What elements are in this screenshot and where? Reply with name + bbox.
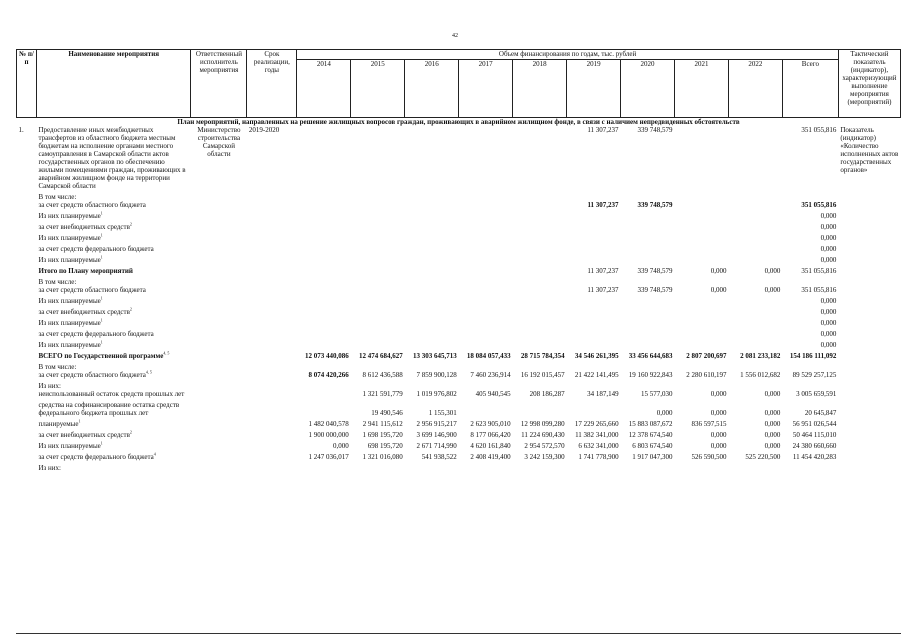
cell-value <box>567 461 621 472</box>
cell-value <box>459 231 513 242</box>
cell-value <box>351 327 405 338</box>
cell-value: 0,000 <box>764 409 781 417</box>
cell-value: 7 460 236,914 <box>470 371 511 379</box>
cell-value: 0,000 <box>764 390 781 398</box>
table-row <box>17 294 901 305</box>
cell-value <box>728 242 782 253</box>
cell-value <box>405 220 459 231</box>
cell-value: 3 242 159,300 <box>524 453 565 461</box>
row-label: Из них планируемые$^1$ <box>38 317 103 327</box>
table-row <box>17 220 901 231</box>
cell-value <box>405 253 459 264</box>
cell-value <box>297 294 351 305</box>
cell-value <box>405 316 459 327</box>
row-label: за счет средств федерального бюджета <box>38 330 154 338</box>
cell-value <box>459 275 513 294</box>
cell-value <box>567 338 621 349</box>
cell-value: 34 187,149 <box>587 390 619 398</box>
cell-value: 1 321 591,779 <box>362 390 403 398</box>
col-no: № п/п <box>17 50 37 118</box>
cell-value: 11 307,237 <box>587 286 619 294</box>
cell-value: 19 490,546 <box>371 409 403 417</box>
funding-table <box>16 49 901 472</box>
cell-value <box>728 253 782 264</box>
table-row <box>17 360 901 379</box>
cell-value <box>459 209 513 220</box>
cell-value: 154 186 111,092 <box>789 352 837 360</box>
cell-value <box>621 231 675 242</box>
cell-value: 34 546 261,395 <box>574 352 619 360</box>
cell-value <box>675 242 729 253</box>
cell-value <box>675 209 729 220</box>
cell-value: 339 748,579 <box>637 267 673 275</box>
cell-value <box>621 242 675 253</box>
cell-value: 525 220,500 <box>745 453 781 461</box>
cell-value <box>675 338 729 349</box>
cell-value: 28 715 784,354 <box>520 352 565 360</box>
cell-value: 8 074 420,266 <box>308 371 349 379</box>
cell-value: 0,000 <box>710 390 727 398</box>
row-label: за счет внебюджетных средств$^2$ <box>38 221 132 231</box>
cell-value <box>728 209 782 220</box>
cell-value <box>405 242 459 253</box>
cell-value <box>297 231 351 242</box>
cell-value <box>675 316 729 327</box>
cell-value: 1 155,301 <box>428 409 457 417</box>
table-row <box>17 231 901 242</box>
row-label: Из них планируемые$^1$ <box>38 232 103 242</box>
cell-value: 0,000 <box>656 409 673 417</box>
cell-value <box>459 253 513 264</box>
cell-value: 12 073 440,086 <box>305 352 349 360</box>
cell-value: 698 195,720 <box>367 442 403 450</box>
cell-value: 16 192 015,457 <box>520 371 565 379</box>
cell-value <box>728 231 782 242</box>
cell-value <box>351 242 405 253</box>
cell-value <box>621 461 675 472</box>
cell-value <box>459 220 513 231</box>
table-row <box>17 253 901 264</box>
cell-value: 208 186,287 <box>529 390 565 398</box>
table-row <box>17 461 901 472</box>
cell-value: 12 378 674,540 <box>628 431 673 439</box>
col-year: 2022 <box>728 60 782 118</box>
cell-value: 89 529 257,125 <box>792 371 837 379</box>
cell-value: 0,000 <box>710 409 727 417</box>
table-row <box>17 327 901 338</box>
cell-value: 1 556 012,682 <box>740 371 781 379</box>
cell-value <box>567 253 621 264</box>
col-indicator: Тактический показатель (индикатор), характеризующий выполнение мероприятия (мероприятий) <box>838 50 900 118</box>
cell-value <box>351 264 405 275</box>
cell-value: 2 954 572,570 <box>524 442 565 450</box>
cell-value <box>728 327 782 338</box>
cell-value <box>297 253 351 264</box>
cell-value <box>351 338 405 349</box>
cell-value <box>621 253 675 264</box>
cell-value: 11 454 420,283 <box>792 453 837 461</box>
cell-value <box>513 327 567 338</box>
row-label: В том числе: за счет средств областного бюджета <box>38 278 146 294</box>
cell-value: 15 577,030 <box>641 390 673 398</box>
table-row <box>17 209 901 220</box>
cell-value <box>513 316 567 327</box>
row-label: В том числе: за счет средств областного бюджета <box>38 193 146 209</box>
cell-value: 351 055,816 <box>801 267 837 275</box>
cell-value: 0,000 <box>820 256 837 264</box>
cell-value: 0,000 <box>820 245 837 253</box>
cell-value: 0,000 <box>820 212 837 220</box>
cell-value: 0,000 <box>764 286 781 294</box>
cell-value: 0,000 <box>764 267 781 275</box>
cell-value <box>728 461 782 472</box>
cell-value: 339 748,579 <box>637 286 673 294</box>
cell-value <box>621 316 675 327</box>
row-label: за счет внебюджетных средств$^2$ <box>38 429 132 439</box>
cell-value <box>567 398 621 417</box>
cell-value: 12 998 099,280 <box>520 420 565 428</box>
cell-value <box>405 327 459 338</box>
cell-value <box>405 294 459 305</box>
cell-value: 0,000 <box>710 431 727 439</box>
cell-value: 15 883 087,672 <box>628 420 673 428</box>
cell-value <box>513 220 567 231</box>
table-row <box>17 305 901 316</box>
col-executor: Ответственный исполнитель мероприятия <box>191 50 247 118</box>
col-year: Всего <box>782 60 838 118</box>
cell-value <box>621 294 675 305</box>
row-label: средства на софинансирование остатка средств федерального бюджета прошлых лет <box>38 401 180 417</box>
cell-value <box>459 338 513 349</box>
cell-value: 0,000 <box>820 319 837 327</box>
row-label: Итого по Плану мероприятий <box>38 267 133 275</box>
cell-value: 0,000 <box>710 286 727 294</box>
row-label: за счет внебюджетных средств$^2$ <box>38 306 132 316</box>
cell-value: 405 940,545 <box>475 390 511 398</box>
cell-value <box>297 461 351 472</box>
table-row <box>17 450 901 461</box>
cell-value: 526 590,500 <box>691 453 727 461</box>
bottom-rule <box>16 633 901 634</box>
cell-value: 13 303 645,713 <box>412 352 457 360</box>
cell-value <box>297 316 351 327</box>
cell-value <box>675 220 729 231</box>
cell-value: 0,000 <box>764 442 781 450</box>
row-label: Из них: <box>38 464 61 472</box>
cell-value <box>675 327 729 338</box>
cell-value <box>728 220 782 231</box>
cell-value <box>351 231 405 242</box>
col-year: 2021 <box>675 60 729 118</box>
table-row <box>17 316 901 327</box>
col-year: 2017 <box>459 60 513 118</box>
cell-value: 33 456 644,683 <box>628 352 673 360</box>
cell-value: 0,000 <box>710 442 727 450</box>
cell-value <box>351 190 405 209</box>
cell-value: 0,000 <box>820 297 837 305</box>
cell-value: 0,000 <box>820 308 837 316</box>
table-row <box>17 338 901 349</box>
cell-value <box>405 264 459 275</box>
cell-value: 1 698 195,720 <box>362 431 403 439</box>
cell-value <box>459 264 513 275</box>
cell-value <box>351 253 405 264</box>
item-indicator: Показатель (индикатор) «Количество исполненных актов государственных органов» <box>840 126 899 174</box>
cell-value: 1 321 016,080 <box>362 453 403 461</box>
cell-value: 6 803 674,540 <box>632 442 673 450</box>
cell-value: 18 084 057,433 <box>466 352 511 360</box>
cell-value <box>459 305 513 316</box>
cell-value <box>297 242 351 253</box>
table-row <box>17 439 901 450</box>
cell-value <box>297 327 351 338</box>
cell-value <box>513 461 567 472</box>
cell-value <box>351 220 405 231</box>
cell-value <box>567 294 621 305</box>
cell-value <box>405 231 459 242</box>
cell-value: 20 645,847 <box>804 409 837 417</box>
cell-value <box>513 398 567 417</box>
cell-value <box>513 209 567 220</box>
cell-value: 19 160 922,843 <box>628 371 673 379</box>
cell-value: 1 019 976,802 <box>416 390 457 398</box>
cell-value: 7 859 900,128 <box>416 371 457 379</box>
cell-value: 1 741 778,900 <box>578 453 619 461</box>
cell-value <box>297 220 351 231</box>
cell-value: 6 632 341,000 <box>578 442 619 450</box>
cell-value <box>405 209 459 220</box>
cell-value: 11 307,237 <box>587 201 619 209</box>
cell-value <box>297 379 351 398</box>
row-label: В том числе: за счет средств областного бюджета$^{4, 5}$ <box>38 363 152 379</box>
col-year: 2016 <box>405 60 459 118</box>
cell-value: 2 081 233,182 <box>740 352 781 360</box>
cell-value <box>675 231 729 242</box>
cell-value: 0,000 <box>820 341 837 349</box>
row-label: за счет средств федерального бюджета$^4$ <box>38 451 156 461</box>
cell-value <box>621 327 675 338</box>
cell-value <box>513 338 567 349</box>
row-label: за счет средств федерального бюджета <box>38 245 154 253</box>
col-year: 2019 <box>567 60 621 118</box>
cell-value: 11 224 690,430 <box>521 431 565 439</box>
cell-value <box>459 316 513 327</box>
cell-value: 2 408 419,400 <box>470 453 511 461</box>
col-term: Срок реализации, годы <box>247 50 297 118</box>
cell-value: 24 380 660,660 <box>792 442 837 450</box>
section-title: План мероприятий, направленных на решение жилищных вопросов граждан, проживающих в аварийном жилищном фонде, в связи с наличием непредвиденных обстоятельств <box>177 118 740 126</box>
col-year: 2015 <box>351 60 405 118</box>
cell-value <box>513 253 567 264</box>
cell-value: 11 382 341,000 <box>575 431 619 439</box>
table-row <box>17 379 901 398</box>
cell-value: 541 938,522 <box>421 453 457 461</box>
cell-value <box>405 305 459 316</box>
cell-value <box>297 264 351 275</box>
cell-value <box>513 264 567 275</box>
cell-value <box>405 338 459 349</box>
cell-value <box>513 305 567 316</box>
cell-value <box>351 209 405 220</box>
cell-value <box>351 294 405 305</box>
cell-value <box>459 190 513 209</box>
cell-value <box>567 305 621 316</box>
table-row <box>17 190 901 209</box>
row-label: Из них планируемые$^1$ <box>38 339 103 349</box>
cell-value <box>405 461 459 472</box>
cell-value: 3 005 659,591 <box>796 390 837 398</box>
cell-value: 0,000 <box>764 431 781 439</box>
table-row <box>17 275 901 294</box>
cell-value: 11 307,237 <box>587 267 619 275</box>
cell-value <box>728 316 782 327</box>
cell-value <box>405 190 459 209</box>
row-label: Из них: неиспользованный остаток средств прошлых лет <box>38 382 185 398</box>
cell-value: 12 474 684,627 <box>359 352 403 360</box>
cell-value <box>621 220 675 231</box>
cell-value <box>567 242 621 253</box>
cell-value: 2 671 714,990 <box>416 442 457 450</box>
item-name: Предоставление иных межбюджетных трансфертов из областного бюджета местным бюджетам на исполнение органами местного самоуправления в Самарской области актов государственных органов по обеспечению жилыми помещениями граждан, проживающих в аварийном жилищном фонде на территории Самарской области <box>38 126 186 190</box>
col-year: 2014 <box>297 60 351 118</box>
table-row <box>17 417 901 428</box>
cell-value <box>459 461 513 472</box>
cell-value <box>728 305 782 316</box>
col-year: 2018 <box>513 60 567 118</box>
cell-value: 351 055,816 <box>801 201 837 209</box>
cell-value <box>782 461 838 472</box>
cell-value: 2 280 610,197 <box>686 371 727 379</box>
row-label: Из них планируемые$^1$ <box>38 440 103 450</box>
cell-value: 1 482 040,578 <box>308 420 349 428</box>
cell-value: 4 620 161,840 <box>470 442 511 450</box>
cell-value: 0,000 <box>820 223 837 231</box>
item-2019: 11 307,237 <box>587 126 619 134</box>
cell-value <box>459 398 513 417</box>
cell-value: 0,000 <box>820 234 837 242</box>
col-funding: Объем финансирования по годам, тыс. рублей <box>297 50 839 60</box>
cell-value: 2 941 115,612 <box>362 420 403 428</box>
cell-value: 56 951 026,544 <box>792 420 837 428</box>
cell-value <box>459 294 513 305</box>
cell-value: 1 917 047,300 <box>632 453 673 461</box>
item-2020: 339 748,579 <box>637 126 673 134</box>
table-row <box>17 242 901 253</box>
cell-value <box>351 316 405 327</box>
cell-value <box>351 461 405 472</box>
cell-value <box>405 275 459 294</box>
row-label: Из них планируемые$^1$ <box>38 210 103 220</box>
cell-value <box>567 209 621 220</box>
cell-value: 17 229 265,660 <box>574 420 619 428</box>
cell-value: 339 748,579 <box>637 201 673 209</box>
cell-value <box>351 305 405 316</box>
cell-value: 21 422 141,495 <box>574 371 619 379</box>
cell-value <box>297 305 351 316</box>
cell-value <box>297 209 351 220</box>
cell-value <box>297 398 351 417</box>
row-label: планируемые$^1$ <box>38 418 81 428</box>
cell-value <box>513 275 567 294</box>
cell-value: 351 055,816 <box>801 286 837 294</box>
cell-value: 0,000 <box>333 442 349 450</box>
cell-value <box>297 338 351 349</box>
cell-value <box>351 275 405 294</box>
cell-value: 1 900 000,000 <box>308 431 349 439</box>
cell-value <box>621 305 675 316</box>
cell-value <box>675 190 729 209</box>
cell-value: 8 612 436,588 <box>362 371 403 379</box>
cell-value <box>513 242 567 253</box>
row-label: Из них планируемые$^1$ <box>38 254 103 264</box>
cell-value: 2 807 200,697 <box>686 352 727 360</box>
cell-value <box>567 316 621 327</box>
cell-value <box>297 275 351 294</box>
table-row <box>17 428 901 439</box>
row-label: ВСЕГО по Государственной программе$^{4, 5}$ <box>38 350 170 360</box>
cell-value <box>675 253 729 264</box>
item-executor: Министерство строительства Самарской области <box>197 126 241 158</box>
table-row <box>17 398 901 417</box>
cell-value <box>675 305 729 316</box>
cell-value: 3 699 146,900 <box>416 431 457 439</box>
cell-value <box>567 220 621 231</box>
page-number: 42 <box>452 33 458 39</box>
item-total: 351 055,816 <box>801 126 837 134</box>
cell-value <box>513 294 567 305</box>
cell-value <box>459 327 513 338</box>
cell-value <box>513 231 567 242</box>
item-no: 1. <box>18 126 24 134</box>
cell-value <box>567 327 621 338</box>
cell-value <box>675 461 729 472</box>
cell-value: 50 464 115,010 <box>792 431 837 439</box>
table-row <box>17 264 901 275</box>
cell-value: 2 623 905,010 <box>470 420 511 428</box>
cell-value <box>728 190 782 209</box>
row-label: Из них планируемые$^1$ <box>38 295 103 305</box>
cell-value: 8 177 066,420 <box>470 431 511 439</box>
cell-value <box>459 242 513 253</box>
cell-value: 1 247 036,017 <box>308 453 349 461</box>
cell-value <box>728 338 782 349</box>
cell-value: 2 956 915,217 <box>416 420 457 428</box>
cell-value: 836 597,515 <box>691 420 727 428</box>
item-term: 2019-2020 <box>248 126 280 134</box>
cell-value <box>513 190 567 209</box>
cell-value: 0,000 <box>820 330 837 338</box>
table-row <box>17 349 901 360</box>
col-year: 2020 <box>621 60 675 118</box>
cell-value <box>621 338 675 349</box>
cell-value: 0,000 <box>764 420 781 428</box>
col-name: Наименование мероприятия <box>36 50 190 118</box>
cell-value <box>297 190 351 209</box>
cell-value <box>567 231 621 242</box>
cell-value <box>621 209 675 220</box>
cell-value <box>728 294 782 305</box>
cell-value: 0,000 <box>710 267 727 275</box>
cell-value <box>675 294 729 305</box>
